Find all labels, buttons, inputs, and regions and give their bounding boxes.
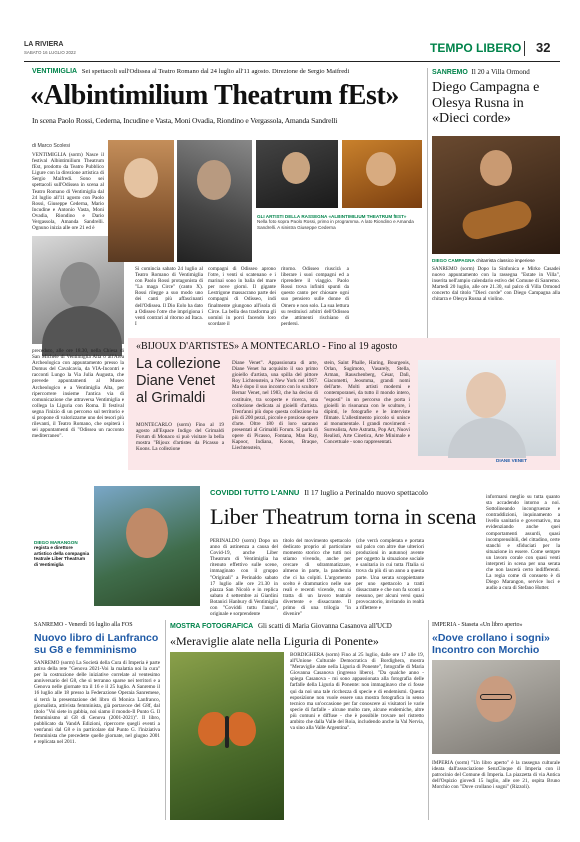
sanremo-deck: Il 20 a Villa Ormond	[471, 68, 530, 76]
liber-col4: informarsi meglio su tutta quanto sta accadendo intorno a noi. Sottolineando incongruenze e contraddizioni, inquinamento a livello sanitario e governativo, ma evidenziando anche quei comportamenti assurdi, quasi incomprensibili, del cittadino, certe stanchi e sfiduciati per la situazione in essere. Come sempre un lavoro corale con quasi venti interpreti in scena per una serata che non lascerà certo indifferenti. La regia come di consueto è di Diego Marangon, service luci e audio a cura di Stefano Hutter.	[486, 494, 560, 592]
lead-col1: VENTIMIGLIA (sorm) Nasce il festival Albintimilium Theatrum fEst, prodotto da Teatro Pubblico Ligure con la direzione artistica di Sergio Maifredi. Sono sei spettacoli sull'Odissea in scena al Teatro Romano di Ventimiglia dal 24 luglio all'11 agosto con Paolo Rossi, Giuseppe Cederna, Mario Incudine e Antonio Vasta, Moni Ovadia, Riondino e Dario Vergassola, Amanda Sandrelli. Ognuno inizia alle ore 21 ed è	[32, 152, 104, 232]
masthead	[24, 38, 560, 60]
venet-caption: DIANE VENET	[496, 458, 527, 463]
column-rule	[427, 68, 428, 338]
liber-caption-text: regista e direttore artistico della compagnia teatrale Liber Theatrum di Ventimiglia	[34, 545, 90, 567]
crollano-body: IMPERIA (sorm) "Un libro aperto" è la rassegna culturale ideata dall'associazione SenzCinque di Imperia con il patrocinio del Comune di Imperia. La piazzetta di via Antica dell'Ospizio giovedì 15 luglio, alle ore 21, ospita Bruno Morchio con "Dove crollano i sogni" (Rizzoli).	[432, 760, 560, 791]
sanremo-kicker-line	[432, 68, 560, 76]
sanremo-body: SANREMO (sorm) Dopo la Sinfonica e Mirko Casadei nuovo appuntamento con la rassegna "Estate in Villa", inserita nell'ampio calendario estivo del Comune di Sanremo. Martedì 20 luglio, alle ore 21.30, sul palco di Villa Ormond concerto dal titolo "Dieci corde" con Diego Campagna alla chitarra e Olesya Rusna al violino.	[432, 266, 560, 303]
section-name: TEMPO LIBERO	[430, 41, 522, 55]
issue-date: SABATO 16 LUGLIO 2022	[24, 50, 76, 55]
lead-subhead: In scena Paolo Rossi, Cederna, Incudine e Vasta, Moni Ovadia, Riondino e Vergassola, Amanda Sandrelli	[32, 116, 338, 125]
rossi-photo	[177, 140, 252, 262]
lead-col2: Si comincia sabato 24 luglio al Teatro Romano di Ventimiglia con Paolo Rossi protagonista di "La maga Circe" (canto X). Rossi rilegge a suo modo uno dei canti più affascinanti dell'Odissea. Il Dio Eolo ha dato a Odisseo l'otre che imprigiona i venti contrari al ritorno ad Itaca. I	[135, 266, 203, 327]
mostra-deck: Gli scatti di Maria Giovanna Casanova all'UCD	[257, 622, 392, 630]
butterfly-photo	[170, 652, 284, 820]
lead-col3: compagni di Odisseo aprono l'otre, i venti si scatenano e i marinai sono in balìa del mare per nove giorni. Il gigante Lestrigone massacrano parte dei compagni di Odisseo, indi finalmente giungono all'isola di Circe. La bella dea trasforma gli uomini in porci facendo loro scordare il	[208, 266, 276, 327]
crollano-kicker: IMPERIA - Staseta «Un libro aperto»	[432, 622, 523, 628]
liber-caption-name: DIEGO MARANGON	[34, 540, 78, 545]
bijoux-headline: La collezione Diane Venet al Grimaldi	[136, 356, 221, 406]
campagna-photo	[432, 136, 560, 254]
sanremo-headline: Diego Campagna e Olesya Rusna in «Dieci corde»	[432, 80, 540, 126]
lanfranco-kicker: SANREMO - Venerdì 16 luglio alla FOS	[34, 622, 133, 628]
sanremo-caption	[432, 258, 560, 263]
sanremo-caption-name: DIEGO CAMPAGNA	[432, 258, 475, 263]
paper-name: LA RIVIERA	[24, 41, 64, 48]
lead-col4: ritorno. Odisseo riuscirà a liberare i suoi compagni ed a riprendere il viaggio. Paolo Rossi trova infiniti spunti da questo canto per chiosare ogni suo pensiero sulle donne di Omero e non solo. La sua lettura su restituisci arbitri dell'Odissea che attimenti rischiano di perdersi.	[281, 266, 349, 327]
page-number: 32	[536, 40, 551, 55]
section-divider	[524, 41, 525, 56]
bijoux-banner: «BIJOUX D'ARTISTES» A MONTECARLO - Fino al 19 agosto	[136, 341, 398, 352]
lead-byline: di Marco Scolesi	[32, 143, 71, 149]
crollano-headline: «Dove crollano i sogni» Incontro con Morchio	[432, 632, 550, 656]
person-silhouette-icon	[60, 262, 100, 308]
liber-kicker: COVIDDI TUTTO L'ANNU	[210, 488, 300, 497]
lead-kicker: VENTIMIGLIA	[32, 68, 78, 75]
lead-kicker-line	[32, 68, 420, 75]
marangon-photo	[94, 486, 200, 606]
bijoux-col2: Diane Venet". Appassionata di arte, Diane Venet ha acquisito il suo primo gioiello d'artista, una spilla del pittore Roy Lichtenstein, a New York nel 1967. Ma è dopo il suo incontro con lo scultore Bernar Venet, nel 1983, che ha deciso di costituire, tra scoperte e ricerca, una collezione dedicata ai gioielli d'artista. Trent'anni più dopo questa collezione ha più di 200 pezzi, piccole e preziose opere d'arte. Oltre 180 di loro saranno presentati al Grimaldi Forum. Si parla di opere di Picasso, Fontana, Man Ray, Kapoor, Indiana, Koons, Braque, Liechtenstein,	[232, 360, 318, 452]
liber-headline: Liber Theatrum torna in scena	[210, 504, 477, 529]
liber-col2: titolo del movimento spettacolo dedicato proprio al particolare momento storico che tutti noi stiamo vivendo, anche per cercare di sdrammatizzare, almeno in parte, la pandemia che ci ha colpiti. L'argomento scelto è drammatico nelle sue reali e recenti vicende, ma si tratta di un lavoro teatrale divertente e dissacrante. Il primo di una trilogia "in divenire"	[283, 538, 351, 618]
liber-col1: PERINALDO (sorm) Dopo un anno di astinenza a causa del Covid-19, anche Liber Theatrum di Ventimiglia ha ritenuto effettivo sulle scene, immaginato con il gruppo "Originali" a Perinaldo sabato 17 luglio alle ore 21.30 in piazza San Nicolò e in replica sabato 4 settembre ai Giardini Botanici Hanbury di Ventimiglia con "Coviddi tuttu l'annu", originale e sorprendente	[210, 538, 278, 618]
venet-photo	[418, 360, 556, 456]
glasses-icon	[480, 694, 512, 700]
morchio-photo	[432, 660, 560, 754]
lead-deck: Sei spettacoli sull'Odissea al Teatro Romano dal 24 luglio all'11 agosto. Direzione de Sergio Maifredi	[81, 68, 350, 75]
lanfranco-headline: Nuovo libro di Lanfranco su G8 e femminismo	[34, 632, 159, 656]
masthead-rule	[24, 61, 560, 62]
mostra-headline: «Meraviglie alate nella Liguria di Ponente»	[170, 634, 379, 648]
sanremo-kicker: SANREMO	[432, 69, 468, 76]
sanremo-caption-role: chitarrista classico imperiese	[476, 258, 535, 263]
column-rule-2	[165, 620, 166, 820]
riondino-photo	[256, 140, 338, 208]
lead-headline: «Albintimilium Theatrum fEst»	[30, 80, 400, 111]
liber-col3: (che verrà completata e portata sul palco con altre due ulteriori produzioni in autunno) avente per oggetto la situazione sociale e sanitaria in cui tutta l'Italia si trova da più di un anno a questa parte. Una serata scoppiettante per uno spettacolo a tratti dissacrante e che non fa sconti a nessuno, per alcuni versi quasi provocatorio, invitando in realtà a riflettere e	[356, 538, 424, 612]
lead-col1b: preceduto, alle ore 18.30, nella Chiesa di San Michele di Ventimiglia Alta o all'Area Archeologica con appuntamento presso la Domus del Cavalcavia, da VIA-Incontri e racconti Lungo la Via Julia Augusta, che prevede appuntamenti al Museo Archeologico e a Ventimiglia Alta, per ripercorrere insieme l'antica via di comunicazione che attraversa Ventimiglia e collega la Liguria con Roma. Il festival segna l'inizio di un percorso sul territorio e si propone di valorizzarne uno dei tesori più rilevanti, il Teatro Romano, che ospiterà i sei appuntamenti di "Odissea un racconto mediterraneo".	[32, 348, 124, 440]
sandrelli-photo	[108, 140, 174, 262]
lead-photo-caption-text: Nella foto sopra Paolo Rossi, primo in programma. A lato Riondino e Amanda Sandrelli. A sinistra Giuseppe Cederna	[257, 219, 414, 230]
vergassola-photo	[342, 140, 422, 208]
lead-photo-caption	[257, 214, 421, 230]
butterfly-icon	[198, 712, 256, 752]
mostra-kicker-line	[170, 622, 424, 630]
liber-caption	[34, 540, 90, 567]
bijoux-col3: stein, Saint Phalle, Haring, Bourgeois, Orlan, Sugimoto, Vasarely, Stella, Arman, Rauschenberg, César, Dalì, Giacometti, Jeosmma, grandi nomi dell'arte. Molti artisti moderni e contemporanei, da tutto il mondo intero, "esposti" in un percorso che porta i gioielli in risonanza con le sculture, i dipinti, le fotografie e le interviste filmate. L'allestimento piccolo si unisce al monumentale. I grandi movimenti - Surrealista, Arte Astratta, Pop Art, Nuovi Realisti, Arte Cinetica, Arte Minimale e Concettuale - sono rappresentati.	[324, 360, 410, 446]
lead-photo-caption-title: GLI ARTISTI DELLA RASSEGNA «ALBINTIMILIUM THEATRUM fEST»	[257, 214, 407, 219]
bijoux-col1: MONTECARLO (sorm) Fino al 19 agosto all'Espace Indigo del Grimaldi Forum di Monaco si può visitare la bella mostra "Bijoux d'artistes da Picasso a Koons. La collezione	[136, 422, 224, 453]
column-rule-3	[428, 620, 429, 820]
mostra-kicker: MOSTRA FOTOGRAFICA	[170, 623, 254, 630]
lanfranco-body: SANREMO (sorm) La Società della Cura di Imperia è parte attiva della rete "Genova 2021-Voi la malattia noi la cura" per la costruzione delle iniziative correlate al ventesimo anniversario del G8, che si terranno sparse nei territori e a Genova nelle giornate tra il 16 e il 25 luglio. A Sanremo il 16 luglio alle 18 presso la Federazione Operaia Sanremese, si terrà la presentazione del libro di Monica Lanfranco, giornalista, attivista femminista, già portavoce del G8f, dal titolo "Voi siete in gabbia, noi siamo il mondo-Il Punto G. Il femminismo al G8 di Genova (2001-2021)". Il libro, pubblicato da VandA Edizioni, ripercorre quegli eventi a vent'anni dal G8 e in particolare dal Punto G. l'iniziativa femminista che precedette quelle giornate, nel giugno 2001 e replicata nel 2011.	[34, 660, 160, 746]
guitar-shape	[460, 198, 535, 242]
liber-deck: Il 17 luglio a Perinaldo nuovo spettacolo	[304, 488, 428, 497]
mostra-body: BORDIGHERA (sorm) Fino al 25 luglio, dalle ore 17 alle 19, all'Unione Culturale Democratica di Bordighera, mostra "Meraviglie alate nella Liguria di Ponente", fotografie di Maria Giovanna Casanova (ingresso libero). "Da qualche anno - spiega Casanova - mi sono appassionata alla fotografia delle farfalle della Liguria di Ponente: non immaginavo che ci fosse qui da noi una tale ricchezza di specie e di endemismi. Questa esposizione non vuole essere una mostra fotografica in senso tecnico ma un'occasione per far conoscere ai visitatori le varie specie di farfalle - alcune molto rare, alcune endemiche, altre più comuni e diffuse - che è possibile trovare nel ristretto ambito che dalla Valle del Roia, includendo anche la Val Nervia, va sino alla Valle Argentina".	[290, 652, 424, 732]
